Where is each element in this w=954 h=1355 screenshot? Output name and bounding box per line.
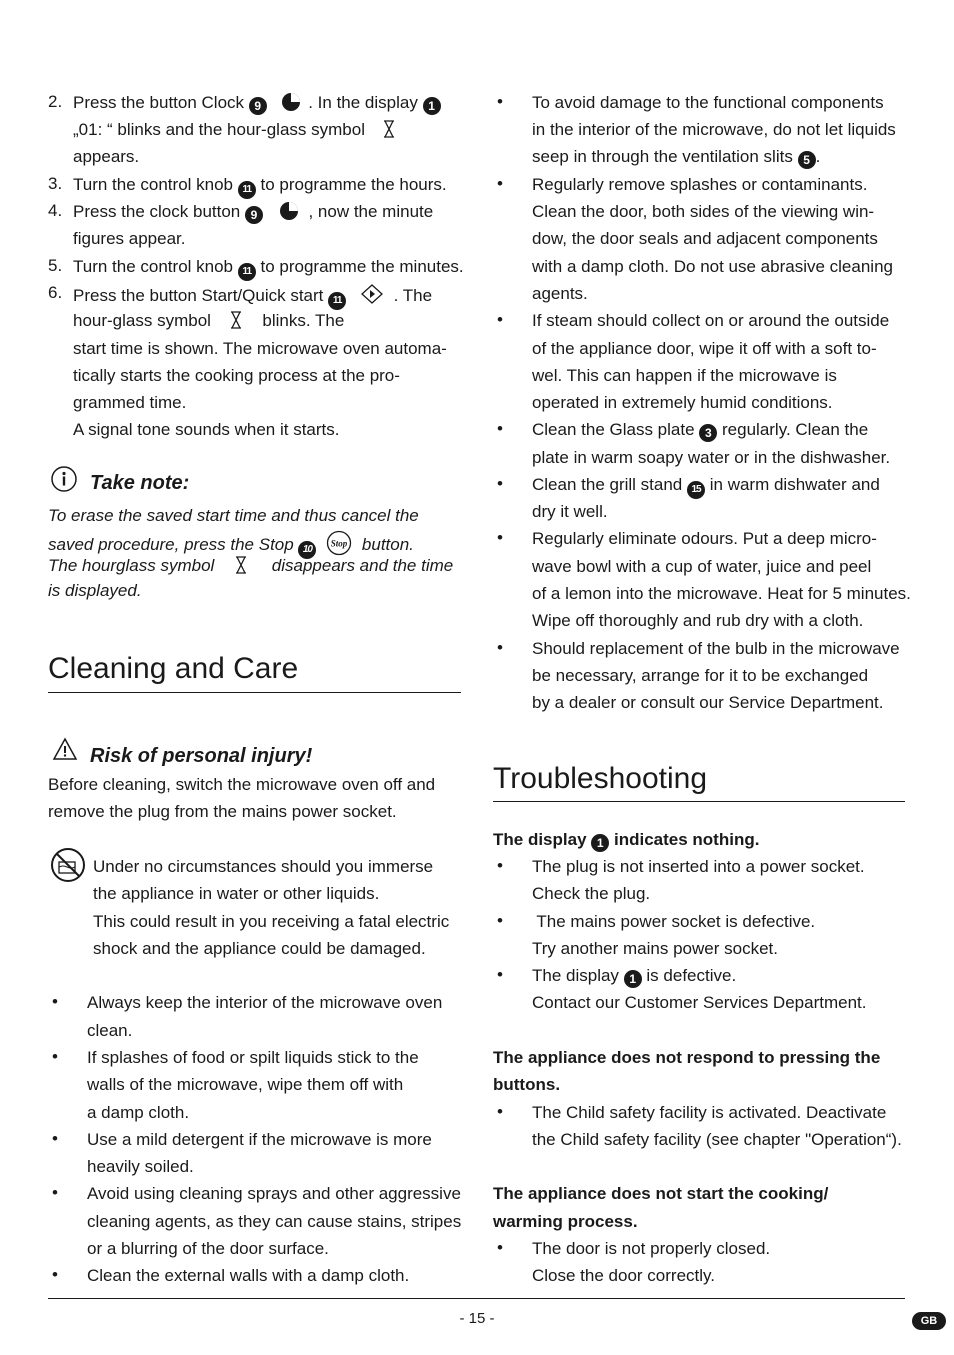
care-bullet-7-cont: by a dealer or consult our Service Department. [532,693,884,712]
warning-title: Risk of personal injury! [90,745,313,767]
bullet-mark: • [497,174,503,193]
cleaning-bullet-2-cont: a damp cloth. [87,1103,190,1122]
immerse-line-4: shock and the appliance could be damaged. [93,939,426,958]
ref-badge-clock: 9 [249,97,267,115]
care-bullet-3-cont: operated in extremely humid conditions. [532,393,833,412]
immerse-line-2: the appliance in water or other liquids. [93,884,380,903]
stop-button-icon [325,530,357,556]
section-heading-cleaning: Cleaning and Care [48,652,299,685]
care-bullet-4-cont: plate in warm soapy water or in the dishwasher. [532,448,891,467]
bullet-mark: • [52,992,58,1011]
hourglass-icon [222,310,250,330]
care-bullet-4: Clean the Glass plate 3 regularly. Clean the [532,420,869,440]
cleaning-bullet-3: Use a mild detergent if the microwave is more [87,1130,432,1149]
heading-rule [48,692,461,693]
ref-badge-knob: 11 [238,181,256,199]
care-bullet-3-cont: wel. This can happen if the microwave is [532,366,837,385]
trouble-bullet: The mains power socket is defective. [532,912,816,931]
care-bullet-2-cont: agents. [532,284,588,303]
start-diamond-icon [355,283,389,305]
hourglass-icon [223,555,259,575]
ref-badge-grill: 15 [687,481,705,499]
trouble-bullet-cont: the Child safety facility (see chapter "Operation“). [532,1130,902,1149]
hourglass-icon [378,119,400,139]
bullet-mark: • [497,1238,503,1257]
care-bullet-7: Should replacement of the bulb in the microwave [532,639,900,658]
bullet-mark: • [52,1047,58,1066]
ref-badge-vent: 5 [798,151,816,169]
care-bullet-2-cont: dow, the door seals and adjacent components [532,229,878,248]
step-number: 2. [48,92,63,111]
step-6-line-2: hour-glass symbol blinks. The [73,311,345,330]
cleaning-bullet-1: Always keep the interior of the microwave oven [87,993,443,1012]
bullet-mark: • [52,1183,58,1202]
care-bullet-1: To avoid damage to the functional components [532,93,884,112]
note-line-3: The hourglass symbol disappears and the time [48,556,454,575]
trouble-bullet: The display 1 is defective. [532,966,737,986]
note-title: Take note: [90,472,190,494]
trouble-subheading-1: The display 1 indicates nothing. [493,830,760,850]
cleaning-bullet-4-cont: or a blurring of the door surface. [87,1239,329,1258]
step-3-line-1: Turn the control knob 11 to programme the hours. [73,174,447,199]
step-6-line-1: Press the button Start/Quick start 11 . The [73,283,432,310]
step-2-line-3: appears. [73,147,140,166]
footer-rule [48,1298,905,1299]
trouble-bullet: The Child safety facility is activated. Deactivate [532,1103,887,1122]
bullet-mark: • [497,638,503,657]
immerse-line-3: This could result in you receiving a fatal electric [93,912,450,931]
cleaning-bullet-5: Clean the external walls with a damp cloth. [87,1266,410,1285]
trouble-bullet: The plug is not inserted into a power socket. [532,857,865,876]
care-bullet-1-cont: seep in through the ventilation slits 5 . [532,147,821,167]
bullet-mark: • [497,911,503,930]
step-number: 4. [48,201,63,220]
care-bullet-2-cont: with a damp cloth. Do not use abrasive cleaning [532,257,893,276]
step-2-line-1: Press the button Clock 9 . In the display 1 [73,92,441,115]
care-bullet-6-cont: of a lemon into the microwave. Heat for 5 minutes. [532,584,911,603]
ref-badge-knob: 11 [238,263,256,281]
care-bullet-5-cont: dry it well. [532,502,608,521]
note-line-2: saved procedure, press the Stop 10 Stop button. [48,530,414,559]
clock-icon [274,201,304,221]
step-4-line-2: figures appear. [73,229,186,248]
care-bullet-3: If steam should collect on or around the outside [532,311,890,330]
trouble-bullet-cont: Close the door correctly. [532,1266,715,1285]
step-5-line-1: Turn the control knob 11 to programme the minutes. [73,256,464,281]
step-6-line-6: A signal tone sounds when it starts. [73,420,340,439]
cleaning-bullet-2: If splashes of food or spilt liquids stick to the [87,1048,419,1067]
trouble-subheading-2-cont: buttons. [493,1075,561,1094]
ref-badge-plate: 3 [699,424,717,442]
step-6-line-5: grammed time. [73,393,187,412]
step-6-line-3: start time is shown. The microwave oven automa- [73,339,447,358]
bullet-mark: • [497,474,503,493]
bullet-mark: • [497,310,503,329]
page-number: - 15 - [459,1310,495,1327]
trouble-subheading-3-cont: warming process. [493,1212,638,1231]
ref-badge-display: 1 [591,834,609,852]
care-bullet-5: Clean the grill stand 15 in warm dishwater and [532,474,880,499]
step-2-line-2: „01: “ blinks and the hour-glass symbol [73,119,400,141]
bullet-mark: • [497,1102,503,1121]
care-bullet-6-cont: Wipe off thoroughly and rub dry with a cloth. [532,611,864,630]
cleaning-bullet-2-cont: walls of the microwave, wipe them off with [87,1075,404,1094]
heading-rule [493,801,905,802]
cleaning-bullet-4: Avoid using cleaning sprays and other aggressive [87,1184,461,1203]
step-number: 6. [48,283,63,302]
trouble-subheading-3: The appliance does not start the cooking/ [493,1184,829,1203]
no-immersion-icon [50,847,86,883]
note-line-1: To erase the saved start time and thus cancel the [48,506,419,525]
ref-badge-stop: 10 [298,541,316,559]
care-bullet-7-cont: be necessary, arrange for it to be exchanged [532,666,869,685]
immerse-line-1: Under no circumstances should you immerse [93,857,434,876]
cleaning-bullet-3-cont: heavily soiled. [87,1157,194,1176]
step-number: 5. [48,256,63,275]
trouble-subheading-2: The appliance does not respond to pressing the [493,1048,881,1067]
step-4-line-1: Press the clock button 9 , now the minute [73,202,434,222]
step-6-line-4: tically starts the cooking process at the pro- [73,366,400,385]
clock-icon [278,92,304,112]
care-bullet-6: Regularly eliminate odours. Put a deep micro- [532,529,877,548]
bullet-mark: • [497,856,503,875]
bullet-mark: • [52,1265,58,1284]
ref-badge-display: 1 [624,970,642,988]
care-bullet-6-cont: wave bowl with a cup of water, juice and peel [532,557,872,576]
care-bullet-1-cont: in the interior of the microwave, do not let liquids [532,120,896,139]
bullet-mark: • [497,965,503,984]
cleaning-bullet-4-cont: cleaning agents, as they can cause stains, stripes [87,1212,462,1231]
ref-badge-knob: 11 [328,292,346,310]
section-heading-troubleshooting: Troubleshooting [493,762,708,795]
ref-badge-display: 1 [423,97,441,115]
bullet-mark: • [497,419,503,438]
trouble-bullet: The door is not properly closed. [532,1239,771,1258]
trouble-bullet-cont: Check the plug. [532,884,651,903]
warning-triangle-icon [52,737,78,761]
care-bullet-2: Regularly remove splashes or contaminants. [532,175,868,194]
info-icon [50,465,78,493]
bullet-mark: • [497,92,503,111]
bullet-mark: • [497,528,503,547]
care-bullet-2-cont: Clean the door, both sides of the viewing win- [532,202,875,221]
warning-line-2: remove the plug from the mains power socket. [48,802,397,821]
trouble-bullet-cont: Contact our Customer Services Department. [532,993,867,1012]
stop-button-label: Stop [330,538,348,549]
ref-badge-clock: 9 [245,206,263,224]
step-number: 3. [48,174,63,193]
warning-line-1: Before cleaning, switch the microwave oven off and [48,775,436,794]
note-line-4: is displayed. [48,581,142,600]
language-badge: GB [912,1312,946,1330]
trouble-bullet-cont: Try another mains power socket. [532,939,778,958]
bullet-mark: • [52,1129,58,1148]
care-bullet-3-cont: of the appliance door, wipe it off with a soft to- [532,339,877,358]
cleaning-bullet-1-cont: clean. [87,1021,133,1040]
